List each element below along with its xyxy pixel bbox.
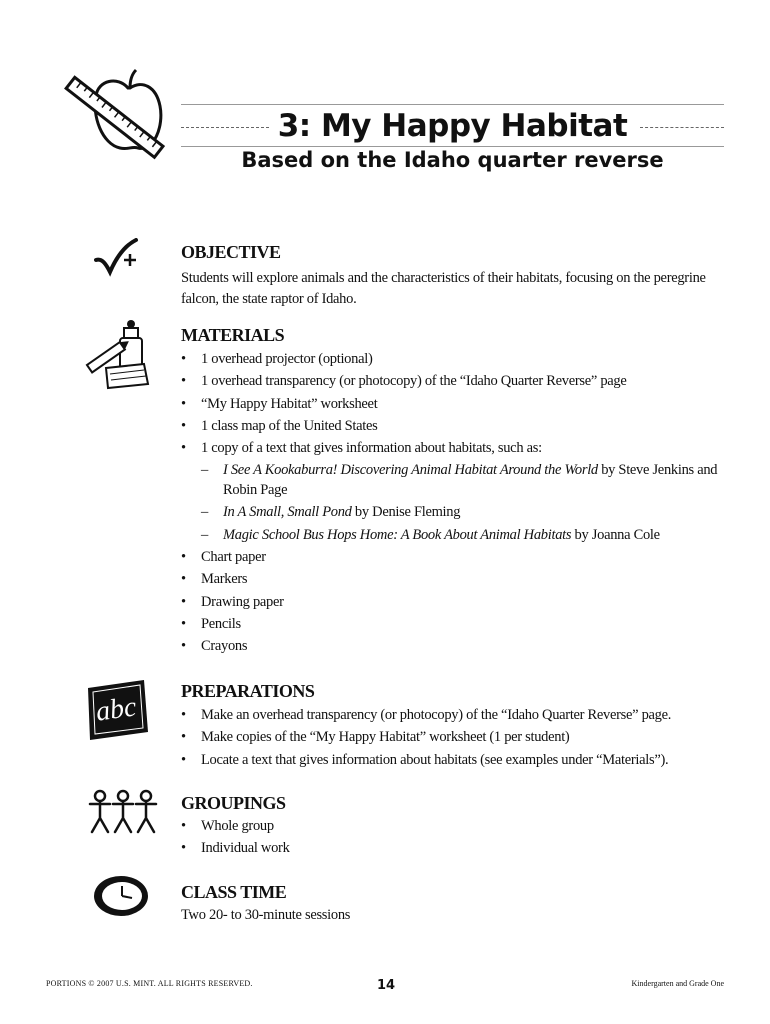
clock-icon (92, 874, 150, 918)
list-item: • Whole group (181, 815, 726, 837)
page-title: 3: My Happy Habitat (181, 108, 724, 144)
book-author: by Joanna Cole (571, 526, 660, 543)
book-title: Magic School Bus Hops Home: A Book About Animal Habitats (223, 526, 572, 543)
list-item: • Drawing paper (181, 591, 726, 613)
list-item: • Pencils (181, 613, 726, 635)
chalkboard-text: abc (93, 691, 139, 728)
list-item: • 1 class map of the United States (181, 415, 726, 437)
book-list (201, 461, 721, 548)
book-title: I See A Kookaburra! Discovering Animal Habitat Around the World (223, 462, 598, 478)
header-top-rule (181, 104, 724, 105)
groupings-heading: GROUPINGS (181, 793, 286, 813)
book-title: In A Small, Small Pond (223, 504, 352, 520)
footer-copyright: PORTIONS © 2007 U.S. MINT. ALL RIGHTS RESERVED. (46, 979, 253, 988)
preparations-list (181, 704, 726, 771)
list-item: • Make an overhead transparency (or photocopy) of the “Idaho Quarter Reverse” page. (181, 704, 726, 726)
apple-ruler-icon (58, 66, 168, 166)
list-item: • Make copies of the “My Happy Habitat” worksheet (1 per student) (181, 726, 726, 748)
checkmark-plus-icon (94, 238, 144, 278)
book-author: by Denise Fleming (351, 504, 461, 520)
materials-heading: MATERIALS (181, 325, 285, 345)
header-bottom-rule (181, 146, 724, 147)
materials-list (181, 348, 726, 459)
page-subtitle: Based on the Idaho quarter reverse (241, 148, 664, 172)
book-item (201, 461, 721, 500)
groupings-list (181, 815, 726, 860)
list-item: • 1 overhead transparency (or photocopy) of the “Idaho Quarter Reverse” page (181, 370, 726, 392)
list-item: • Markers (181, 568, 726, 590)
objective-text: Students will explore animals and the characteristics of their habitats, focusing on the peregrine falcon, the state raptor of Idaho. (181, 270, 706, 307)
objective-heading: OBJECTIVE (181, 242, 281, 262)
page-number: 14 (376, 978, 396, 993)
chalkboard-abc-icon (84, 678, 150, 742)
class-time-heading: CLASS TIME (181, 882, 287, 902)
people-group-icon (88, 788, 158, 836)
book-item (201, 526, 721, 546)
materials-list-continued (181, 546, 726, 657)
list-item: • Individual work (181, 837, 726, 859)
list-item: • Chart paper (181, 546, 726, 568)
list-item: • “My Happy Habitat” worksheet (181, 393, 726, 415)
list-item: • 1 copy of a text that gives information about habitats, such as: (181, 437, 726, 459)
list-item: • Locate a text that gives information about habitats (see examples under “Materials”). (181, 749, 726, 771)
preparations-heading: PREPARATIONS (181, 681, 315, 701)
class-time-text: Two 20- to 30-minute sessions (181, 907, 351, 923)
glue-pencil-paper-icon (84, 318, 154, 392)
book-item (201, 503, 721, 523)
footer-grade: Kindergarten and Grade One (631, 979, 724, 988)
book-author: by Steve Jenkins and Robin Page (223, 462, 718, 498)
list-item: • Crayons (181, 635, 726, 657)
list-item: • 1 overhead projector (optional) (181, 348, 726, 370)
